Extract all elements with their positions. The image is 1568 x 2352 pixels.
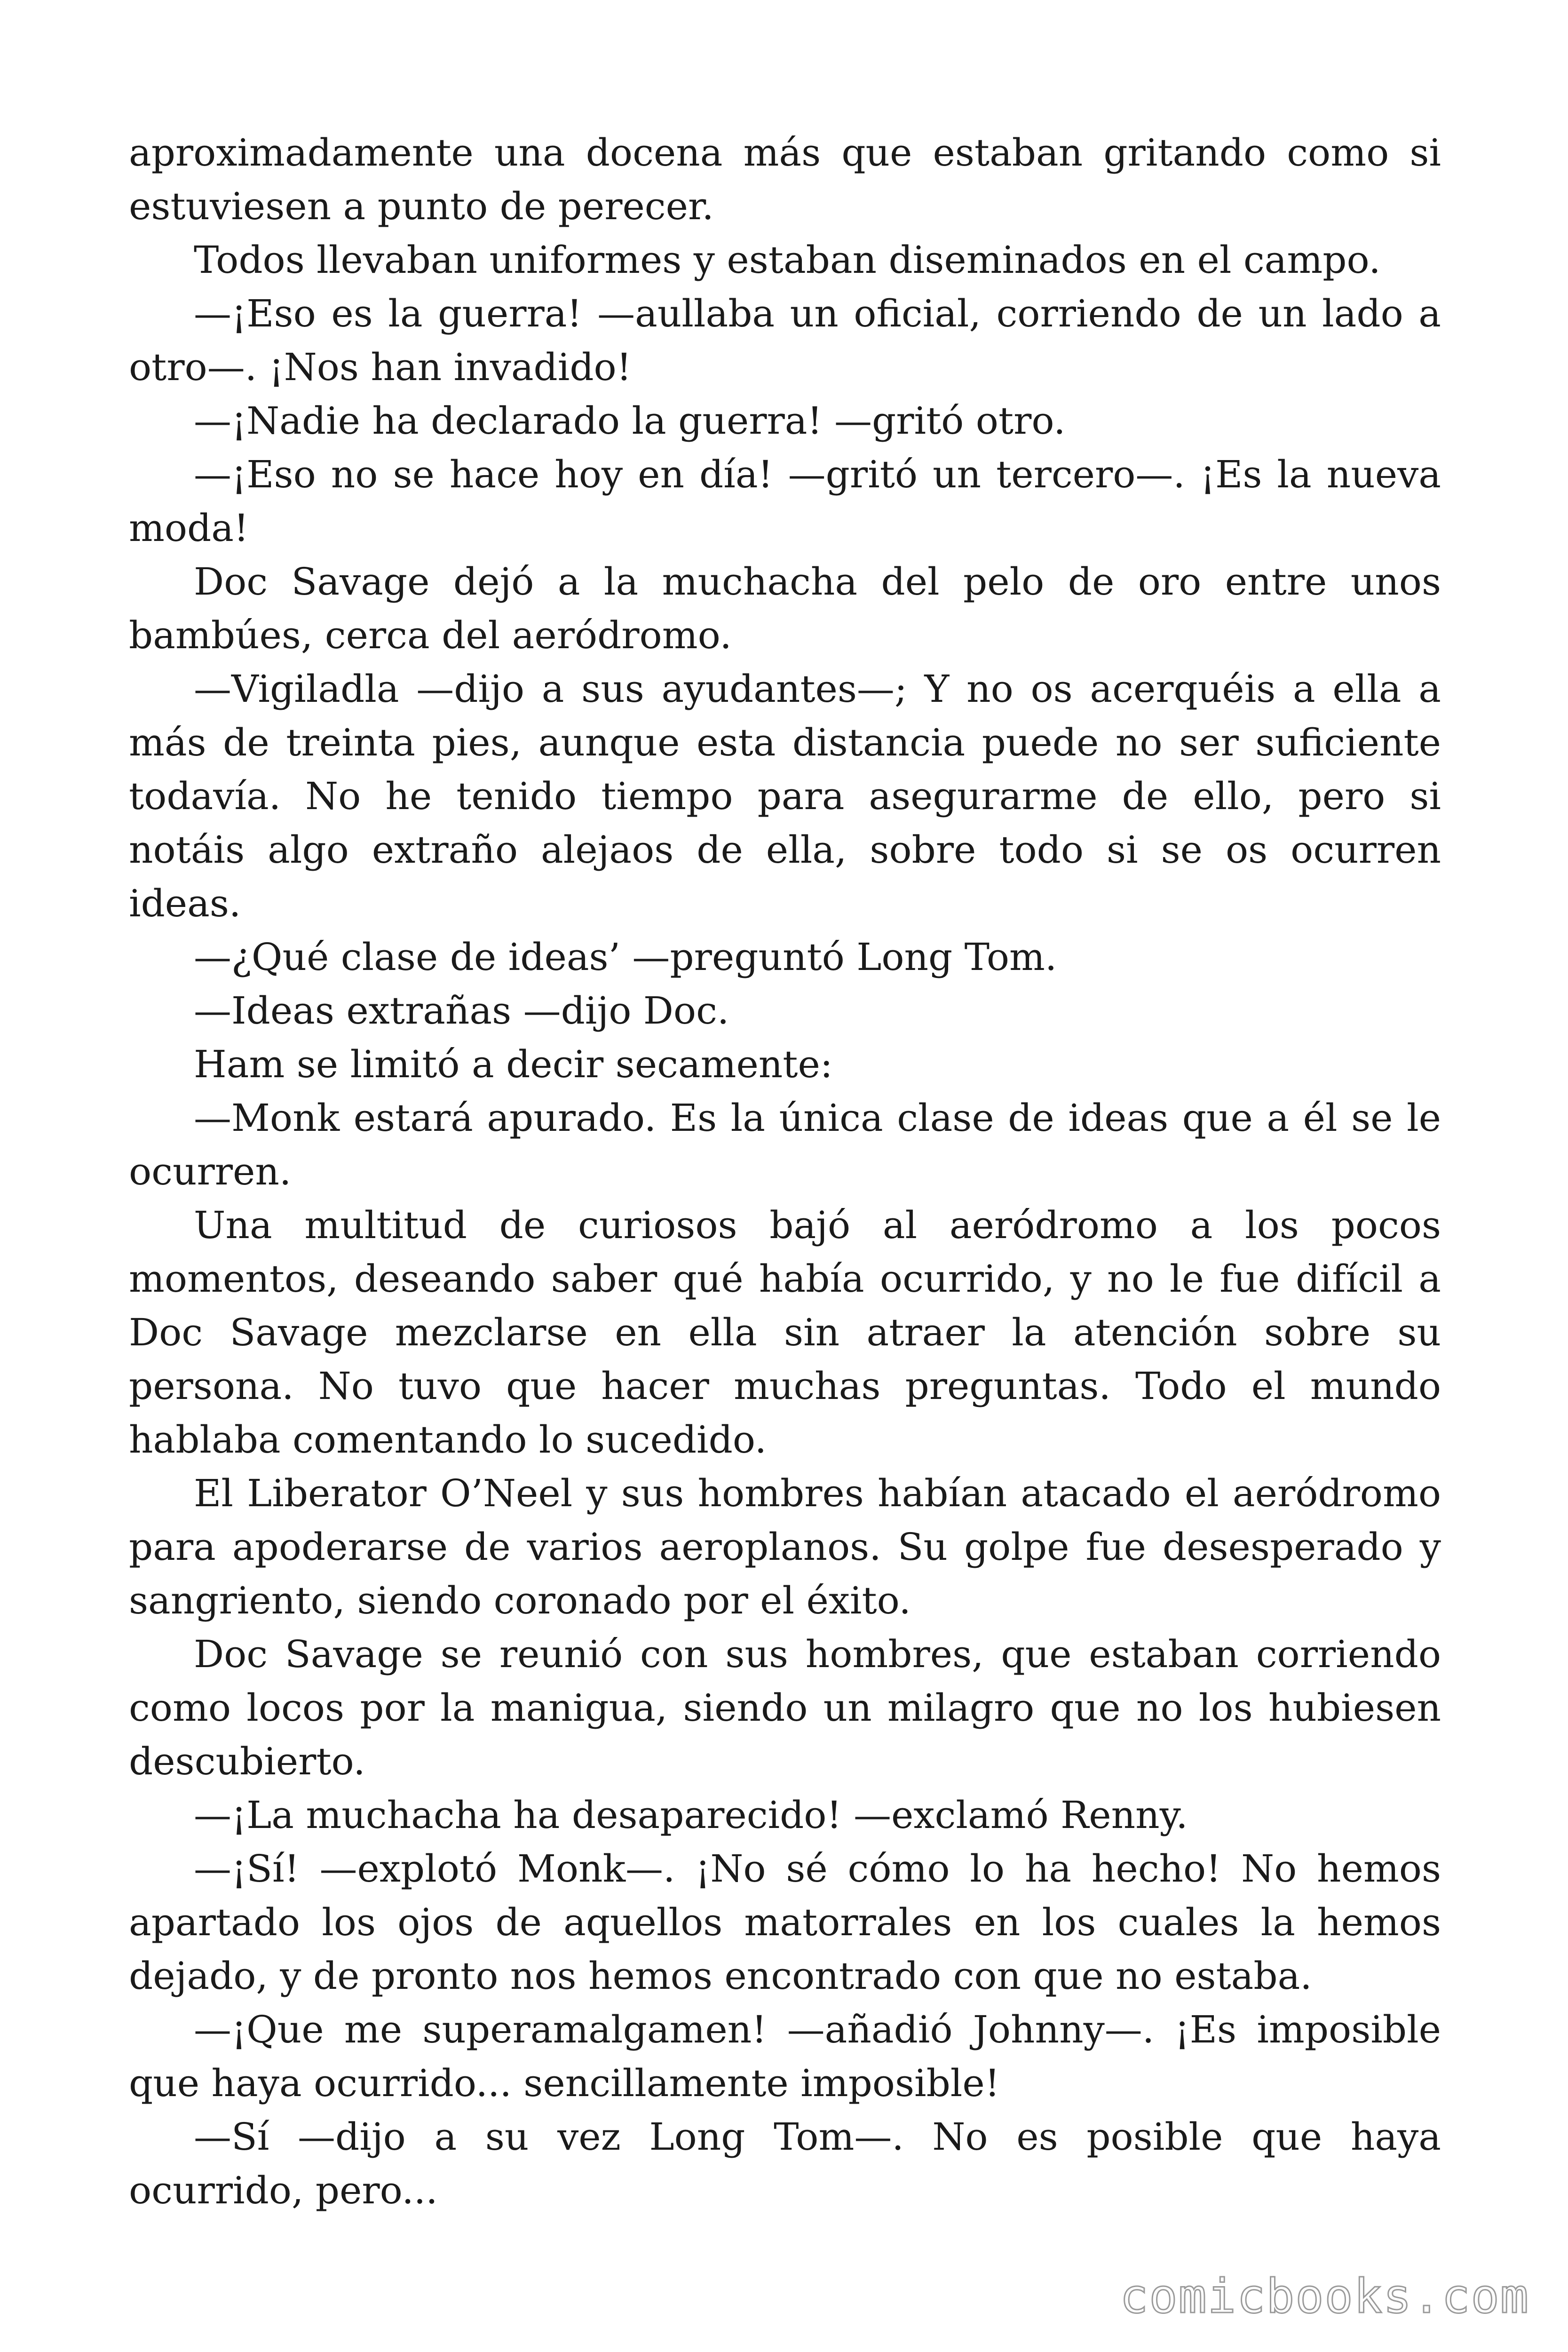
paragraph: aproximadamente una docena más que estaban gritando como si estuviesen a punto de perecer. (129, 131, 1441, 228)
paragraph: —Vigiladla —dijo a sus ayudantes—; Y no os acerquéis a ella a más de treinta pies, aunque esta distancia puede no ser suficiente todavía. No he tenido tiempo para asegurarme de ello, pero si notáis algo extraño alejaos de ella, sobre todo si se os ocurren ideas. (129, 667, 1441, 925)
paragraph: —¡Sí! —explotó Monk—. ¡No sé cómo lo ha hecho! No hemos apartado los ojos de aquellos matorrales en los cuales la hemos dejado, y de pronto nos hemos encontrado con que no estaba. (129, 1847, 1441, 1998)
paragraph: Ham se limitó a decir secamente: (194, 1042, 833, 1086)
paragraph: —¡Nadie ha declarado la guerra! —gritó otro. (194, 399, 1066, 443)
body-text (129, 126, 1441, 2217)
paragraph: —¿Qué clase de ideas’ —preguntó Long Tom. (194, 935, 1057, 979)
paragraph: —¡Que me superamalgamen! —añadió Johnny—. ¡Es imposible que haya ocurrido... sencillamente imposible! (129, 2008, 1441, 2105)
paragraph: Una multitud de curiosos bajó al aeródromo a los pocos momentos, deseando saber qué había ocurrido, y no le fue difícil a Doc Savage mezclarse en ella sin atraer la atención sobre su persona. No tuvo que hacer muchas preguntas. Todo el mundo hablaba comentando lo sucedido. (129, 1203, 1441, 1462)
paragraph: —Sí —dijo a su vez Long Tom—. No es posible que haya ocurrido, pero... (129, 2115, 1441, 2212)
paragraph: Todos llevaban uniformes y estaban diseminados en el campo. (194, 238, 1381, 282)
paragraph: —Monk estará apurado. Es la única clase de ideas que a él se le ocurren. (129, 1096, 1441, 1193)
paragraph: —¡Eso no se hace hoy en día! —gritó un tercero—. ¡Es la nueva moda! (129, 453, 1441, 550)
paragraph: Doc Savage dejó a la muchacha del pelo de oro entre unos bambúes, cerca del aeródromo. (129, 560, 1441, 657)
paragraph: —¡La muchacha ha desaparecido! —exclamó Renny. (194, 1793, 1188, 1837)
paragraph: —¡Eso es la guerra! —aullaba un oficial, corriendo de un lado a otro—. ¡Nos han invadido! (129, 292, 1441, 389)
paragraph: El Liberator O’Neel y sus hombres habían atacado el aeródromo para apoderarse de varios aeroplanos. Su golpe fue desesperado y sangriento, siendo coronado por el éxito. (129, 1471, 1441, 1622)
watermark: comicbooks.com (1120, 2269, 1529, 2324)
paragraph: —Ideas extrañas —dijo Doc. (194, 989, 729, 1033)
paragraph: Doc Savage se reunió con sus hombres, que estaban corriendo como locos por la manigua, siendo un milagro que no los hubiesen descubierto. (129, 1632, 1441, 1783)
